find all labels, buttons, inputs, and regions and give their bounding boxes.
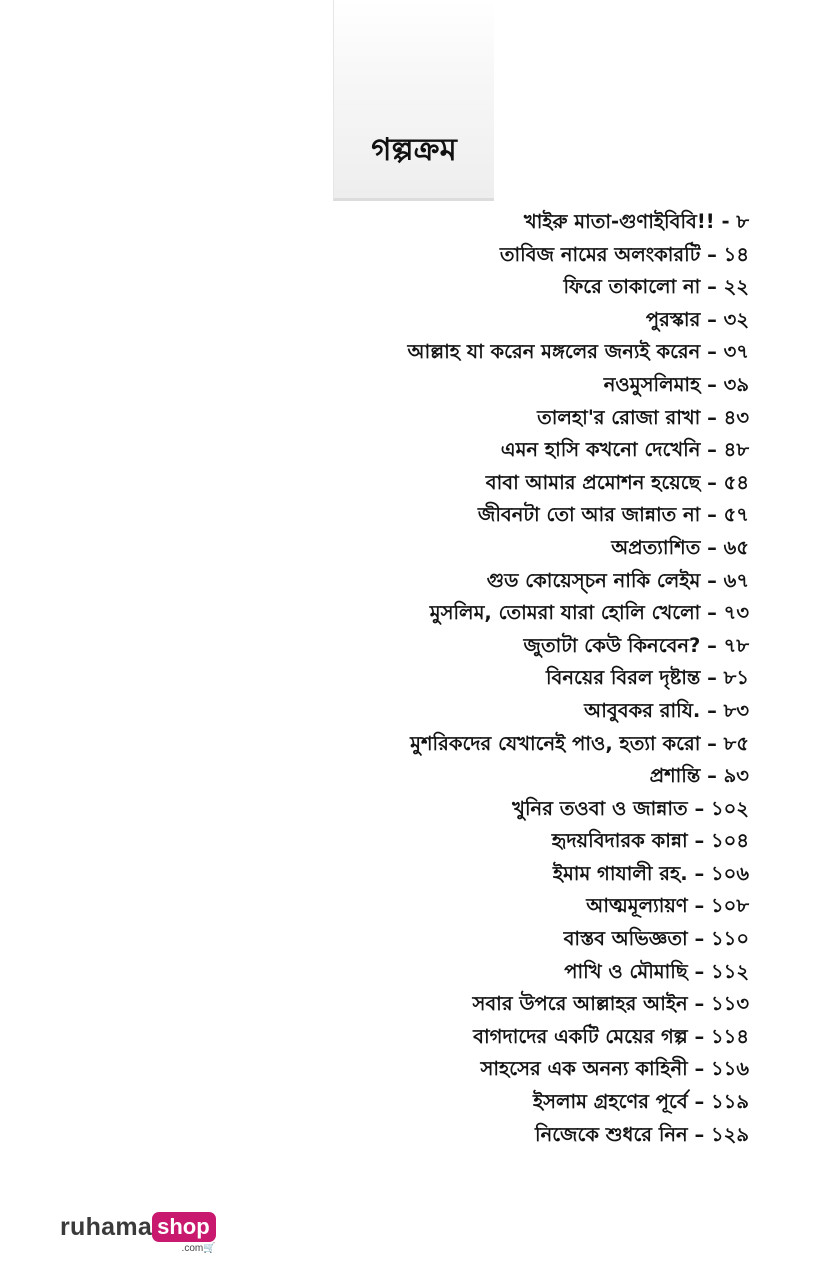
- toc-entry: তাবিজ নামের অলংকারটি – ১৪: [499, 242, 749, 266]
- toc-entry: খুনির তওবা ও জান্নাত – ১০২: [512, 796, 749, 820]
- ruhama-shop-logo: [60, 1212, 216, 1258]
- toc-entry: আল্লাহ যা করেন মঙ্গলের জন্যই করেন – ৩৭: [407, 340, 749, 364]
- toc-entry: আত্মমূল্যায়ণ – ১০৮: [586, 894, 749, 918]
- toc-entry: হৃদয়বিদারক কান্না – ১০৪: [551, 829, 749, 853]
- toc-entry: বাগদাদের একটি মেয়ের গল্প – ১১৪: [473, 1024, 749, 1048]
- toc-entry: সাহসের এক অনন্য কাহিনী – ১১৬: [480, 1057, 749, 1081]
- cart-icon: 🛒: [203, 1243, 216, 1254]
- toc-entry: এমন হাসি কখনো দেখেনি – ৪৮: [500, 438, 749, 462]
- toc-entry: পুরস্কার – ৩২: [645, 307, 749, 331]
- toc-entry: পাখি ও মৌমাছি – ১১২: [564, 959, 749, 983]
- toc-entry: ফিরে তাকালো না – ২২: [563, 275, 749, 299]
- toc-entry: বাবা আমার প্রমোশন হয়েছে – ৫৪: [485, 470, 749, 494]
- toc-entry: বিনয়ের বিরল দৃষ্টান্ত – ৮১: [545, 666, 749, 690]
- logo-wordmark: ruhama: [60, 1213, 153, 1241]
- toc-entry: ইসলাম গ্রহণের পূর্বে – ১১৯: [532, 1090, 749, 1114]
- table-of-contents: [229, 206, 749, 1151]
- logo-domain: .com🛒: [181, 1243, 216, 1254]
- toc-entry: জুতাটা কেউ কিনবেন? – ৭৮: [523, 633, 749, 657]
- toc-entry: গুড কোয়েস্চন নাকি লেইম – ৬৭: [486, 568, 749, 592]
- toc-entry: মুশরিকদের যেখানেই পাও, হত্যা করো – ৮৫: [410, 731, 749, 755]
- toc-entry: অপ্রত্যাশিত – ৬৫: [611, 535, 749, 559]
- page-title: গল্পক্রম: [371, 132, 457, 168]
- toc-entry: সবার উপরে আল্লাহর আইন – ১১৩: [472, 992, 749, 1016]
- toc-entry: আবুবকর রাযি. – ৮৩: [584, 698, 749, 722]
- logo-shop-text: shop: [152, 1212, 216, 1242]
- logo-shop-badge: [152, 1212, 216, 1255]
- toc-entry: খাইরু মাতা-গুণাইবিবি!! - ৮: [523, 210, 749, 233]
- toc-entry: নিজেকে শুধরে নিন – ১২৯: [534, 1122, 749, 1146]
- toc-entry: প্রশান্তি – ৯৩: [649, 764, 749, 788]
- toc-entry: তালহা'র রোজা রাখা – ৪৩: [537, 405, 749, 429]
- toc-entry: মুসলিম, তোমরা যারা হোলি খেলো – ৭৩: [429, 601, 749, 625]
- toc-entry: জীবনটা তো আর জান্নাত না – ৫৭: [477, 503, 749, 527]
- toc-entry: ইমাম গাযালী রহ. – ১০৬: [552, 861, 749, 885]
- heading-panel: [333, 0, 494, 201]
- toc-entry: নওমুসলিমাহ – ৩৯: [603, 372, 749, 396]
- toc-entry: বাস্তব অভিজ্ঞতা – ১১০: [563, 927, 749, 951]
